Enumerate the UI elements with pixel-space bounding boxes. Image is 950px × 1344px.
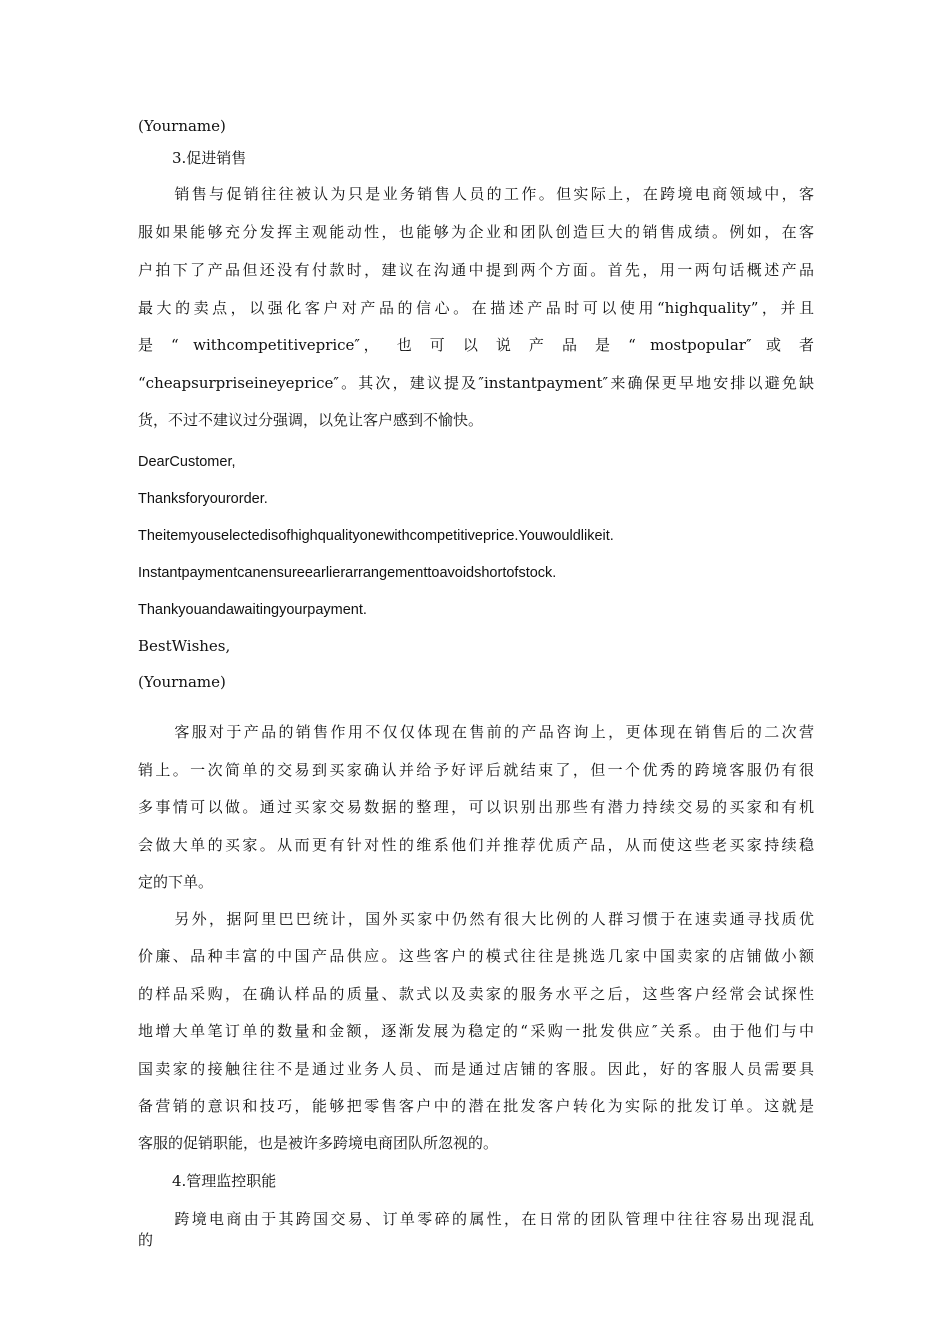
- letter-body-line: Theitemyouselectedisofhighqualityonewithcompetitiveprice.Youwouldlikeit.: [138, 528, 614, 544]
- section-4-heading: 4.管理监控职能: [172, 1172, 277, 1190]
- paragraph-line: 价廉、品种丰富的中国产品供应。这些客户的模式往往是挑选几家中国卖家的店铺做小额: [138, 947, 814, 965]
- paragraph-line: 会做大单的买家。从而更有针对性的维系他们并推荐优质产品，从而使这些老买家持续稳: [138, 836, 814, 854]
- paragraph-line: 服如果能够充分发挥主观能动性，也能够为企业和团队创造巨大的销售成绩。例如，在客: [138, 223, 814, 241]
- paragraph-line: 定的下单。: [138, 873, 214, 891]
- paragraph-line: 客服的促销职能，也是被许多跨境电商团队所忽视的。: [138, 1134, 499, 1152]
- paragraph-line: 的样品采购，在确认样品的质量、款式以及卖家的服务水平之后，这些客户经常会试探性: [138, 985, 814, 1003]
- paragraph-line: 客服对于产品的销售作用不仅仅体现在售前的产品咨询上，更体现在销售后的二次营: [172, 723, 814, 741]
- paragraph-line: 另外，据阿里巴巴统计，国外买家中仍然有很大比例的人群习惯于在速卖通寻找质优: [172, 910, 814, 928]
- top-signature: (Yourname): [138, 117, 226, 135]
- paragraph-line: 备营销的意识和技巧，能够把零售客户中的潜在批发客户转化为实际的批发订单。这就是: [138, 1097, 814, 1115]
- letter-body-line: Thankyouandawaitingyourpayment.: [138, 602, 367, 618]
- paragraph-line: 多事情可以做。通过买家交易数据的整理，可以识别出那些有潜力持续交易的买家和有机: [138, 798, 814, 816]
- paragraph-line: “cheapsurpriseineyeprice″。其次，建议提及″instantpayment″来确保更早地安排以避免缺: [138, 374, 814, 392]
- paragraph-line: 销售与促销往往被认为只是业务销售人员的工作。但实际上，在跨境电商领域中，客: [172, 185, 814, 203]
- paragraph-line: 货，不过不建议过分强调，以免让客户感到不愉快。: [138, 411, 484, 429]
- letter-closing: BestWishes,: [138, 637, 231, 655]
- paragraph-line: 是 “ withcompetitiveprice″， 也 可 以 说 产 品 是 “ mostpopular″ 或 者: [138, 336, 814, 354]
- paragraph-line: 的: [138, 1231, 154, 1249]
- paragraph-line: 最大的卖点，以强化客户对产品的信心。在描述产品时可以使用“highquality”，并且: [138, 299, 814, 317]
- paragraph-line: 户拍下了产品但还没有付款时，建议在沟通中提到两个方面。首先，用一两句话概述产品: [138, 261, 814, 279]
- letter-thanks: Thanksforyourorder.: [138, 491, 268, 507]
- letter-signature: (Yourname): [138, 673, 226, 691]
- paragraph-line: 国卖家的接触往往不是通过业务人员、而是通过店铺的客服。因此，好的客服人员需要具: [138, 1060, 814, 1078]
- section-3-heading: 3.促进销售: [172, 149, 247, 167]
- letter-greeting: DearCustomer,: [138, 454, 236, 470]
- paragraph-line: 地增大单笔订单的数量和金额，逐渐发展为稳定的“采购一批发供应″关系。由于他们与中: [138, 1022, 814, 1040]
- paragraph-line: 销上。一次简单的交易到买家确认并给予好评后就结束了，但一个优秀的跨境客服仍有很: [138, 761, 814, 779]
- paragraph-line: 跨境电商由于其跨国交易、订单零碎的属性，在日常的团队管理中往往容易出现混乱: [172, 1210, 814, 1228]
- letter-body-line: Instantpaymentcanensureearlierarrangementtoavoidshortofstock.: [138, 565, 557, 581]
